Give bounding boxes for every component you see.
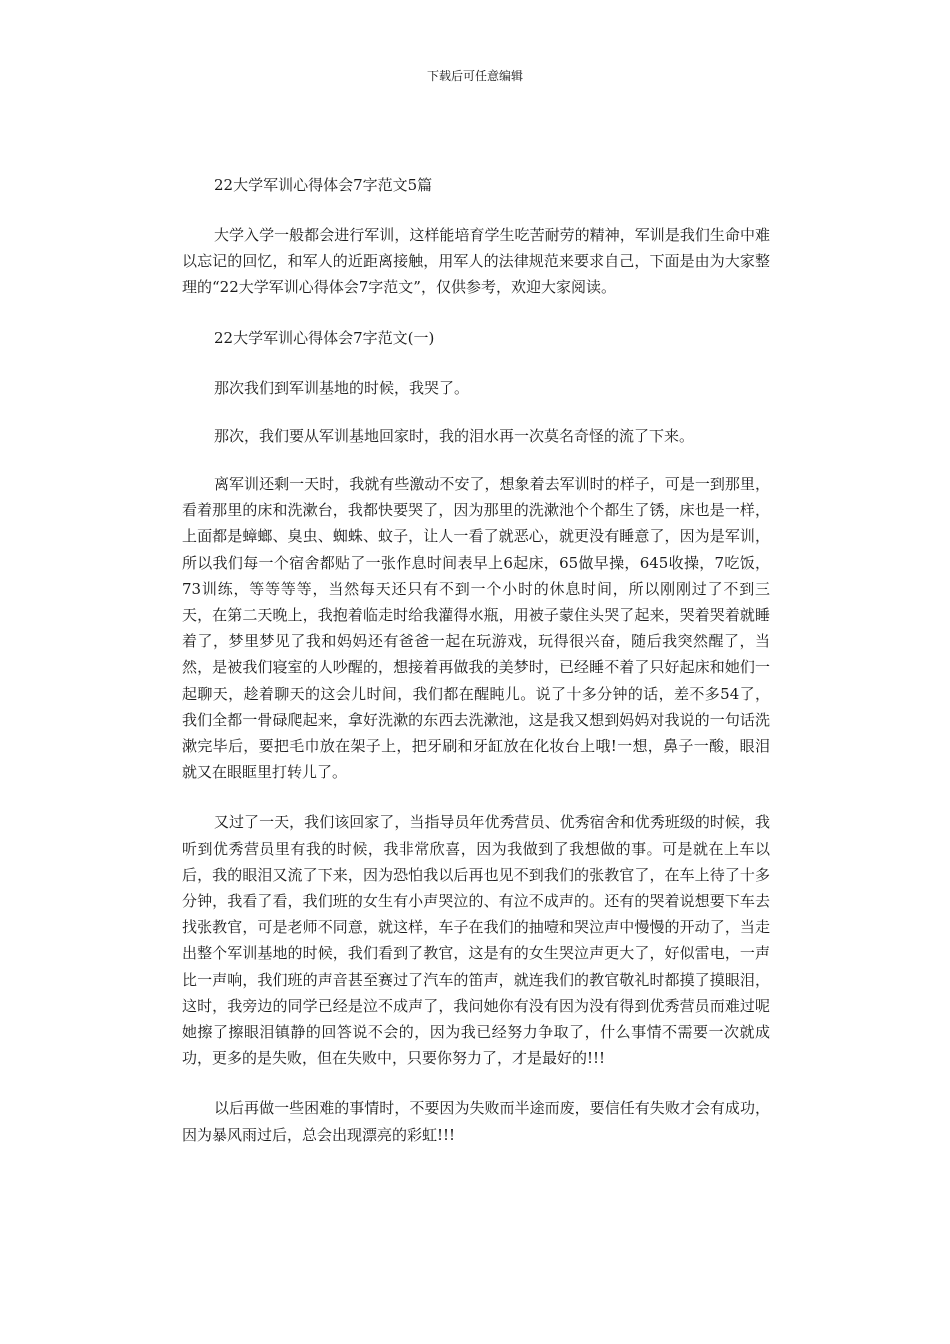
intro-paragraph: 大学入学一般都会进行军训，这样能培育学生吃苦耐劳的精神，军训是我们生命中难以忘记的回忆，和军人的近距离接触，用军人的法律规范来要求自己，下面是由为大家整理的“22大学军训心得体会7字范文”，仅供参考，欢迎大家阅读。 bbox=[182, 226, 770, 297]
paragraph-2: 那次，我们要从军训基地回家时，我的泪水再一次莫名奇怪的流了下来。 bbox=[214, 426, 695, 445]
section-title: 22大学军训心得体会7字范文(一) bbox=[214, 328, 435, 347]
page-header-note: 下载后可任意编辑 bbox=[426, 69, 523, 83]
paragraph-1: 那次我们到军训基地的时候，我哭了。 bbox=[214, 378, 470, 397]
document-title: 22大学军训心得体会7字范文5篇 bbox=[214, 176, 433, 194]
paragraph-4: 又过了一天，我们该回家了，当指导员年优秀营员、优秀宿舍和优秀班级的时候，我听到优秀营员里有我的时候，我非常欣喜，因为我做到了我想做的事。可是就在上车以后，我的眼泪又流了下来，因为恐怕我以后再也见不到我们的张教官了，在车上待了十多分钟，我看了看，我们班的女生有小声哭泣的、有泣不成声的。还有的哭着说想要下车去找张教官，可是老师不同意，就这样，车子在我们的抽噎和哭泣声中慢慢的开动了，当走出整个军训基地的时候，我们看到了教官，这是有的女生哭泣声更大了，好似雷电，一声比一声响，我们班的声音甚至赛过了汽车的笛声，就连我们的教官敬礼时都摸了摸眼泪，这时，我旁边的同学已经是泣不成声了，我问她你有没有因为没有得到优秀营员而难过呢她擦了擦眼泪镇静的回答说不会的，因为我已经努力争取了，什么事情不需要一次就成功，更多的是失败，但在失败中，只要你努力了，才是最好的!!! bbox=[182, 813, 770, 1068]
document-body bbox=[182, 172, 770, 1172]
paragraph-3: 离军训还剩一天时，我就有些激动不安了，想象着去军训时的样子，可是一到那里，看着那里的床和洗漱台，我都快要哭了，因为那里的洗漱池个个都生了锈，床也是一样，上面都是蟑螂、臭虫、蜘蛛、蚊子，让人一看了就恶心，就更没有睡意了，因为是军训，所以我们每一个宿舍都贴了一张作息时间表早上6起床，65做早操，645收操，7吃饭，73训练，等等等等，当然每天还只有不到一个小时的休息时间，所以刚刚过了不到三天，在第二天晚上，我抱着临走时给我灌得水瓶，用被子蒙住头哭了起来，哭着哭着就睡着了，梦里梦见了我和妈妈还有爸爸一起在玩游戏，玩得很兴奋，随后我突然醒了，当然，是被我们寝室的人吵醒的，想接着再做我的美梦时，已经睡不着了只好起床和她们一起聊天，趁着聊天的这会儿时间，我们都在醒盹儿。说了十多分钟的话，差不多54了，我们全都一骨碌爬起来，拿好洗漱的东西去洗漱池，这是我又想到妈妈对我说的一句话洗漱完毕后，要把毛巾放在架子上，把牙刷和牙缸放在化妆台上哦!一想，鼻子一酸，眼泪就又在眼眶里打转儿了。 bbox=[182, 475, 770, 782]
paragraph-5: 以后再做一些困难的事情时，不要因为失败而半途而废，要信任有失败才会有成功，因为暴风雨过后，总会出现漂亮的彩虹!!! bbox=[182, 1099, 770, 1144]
